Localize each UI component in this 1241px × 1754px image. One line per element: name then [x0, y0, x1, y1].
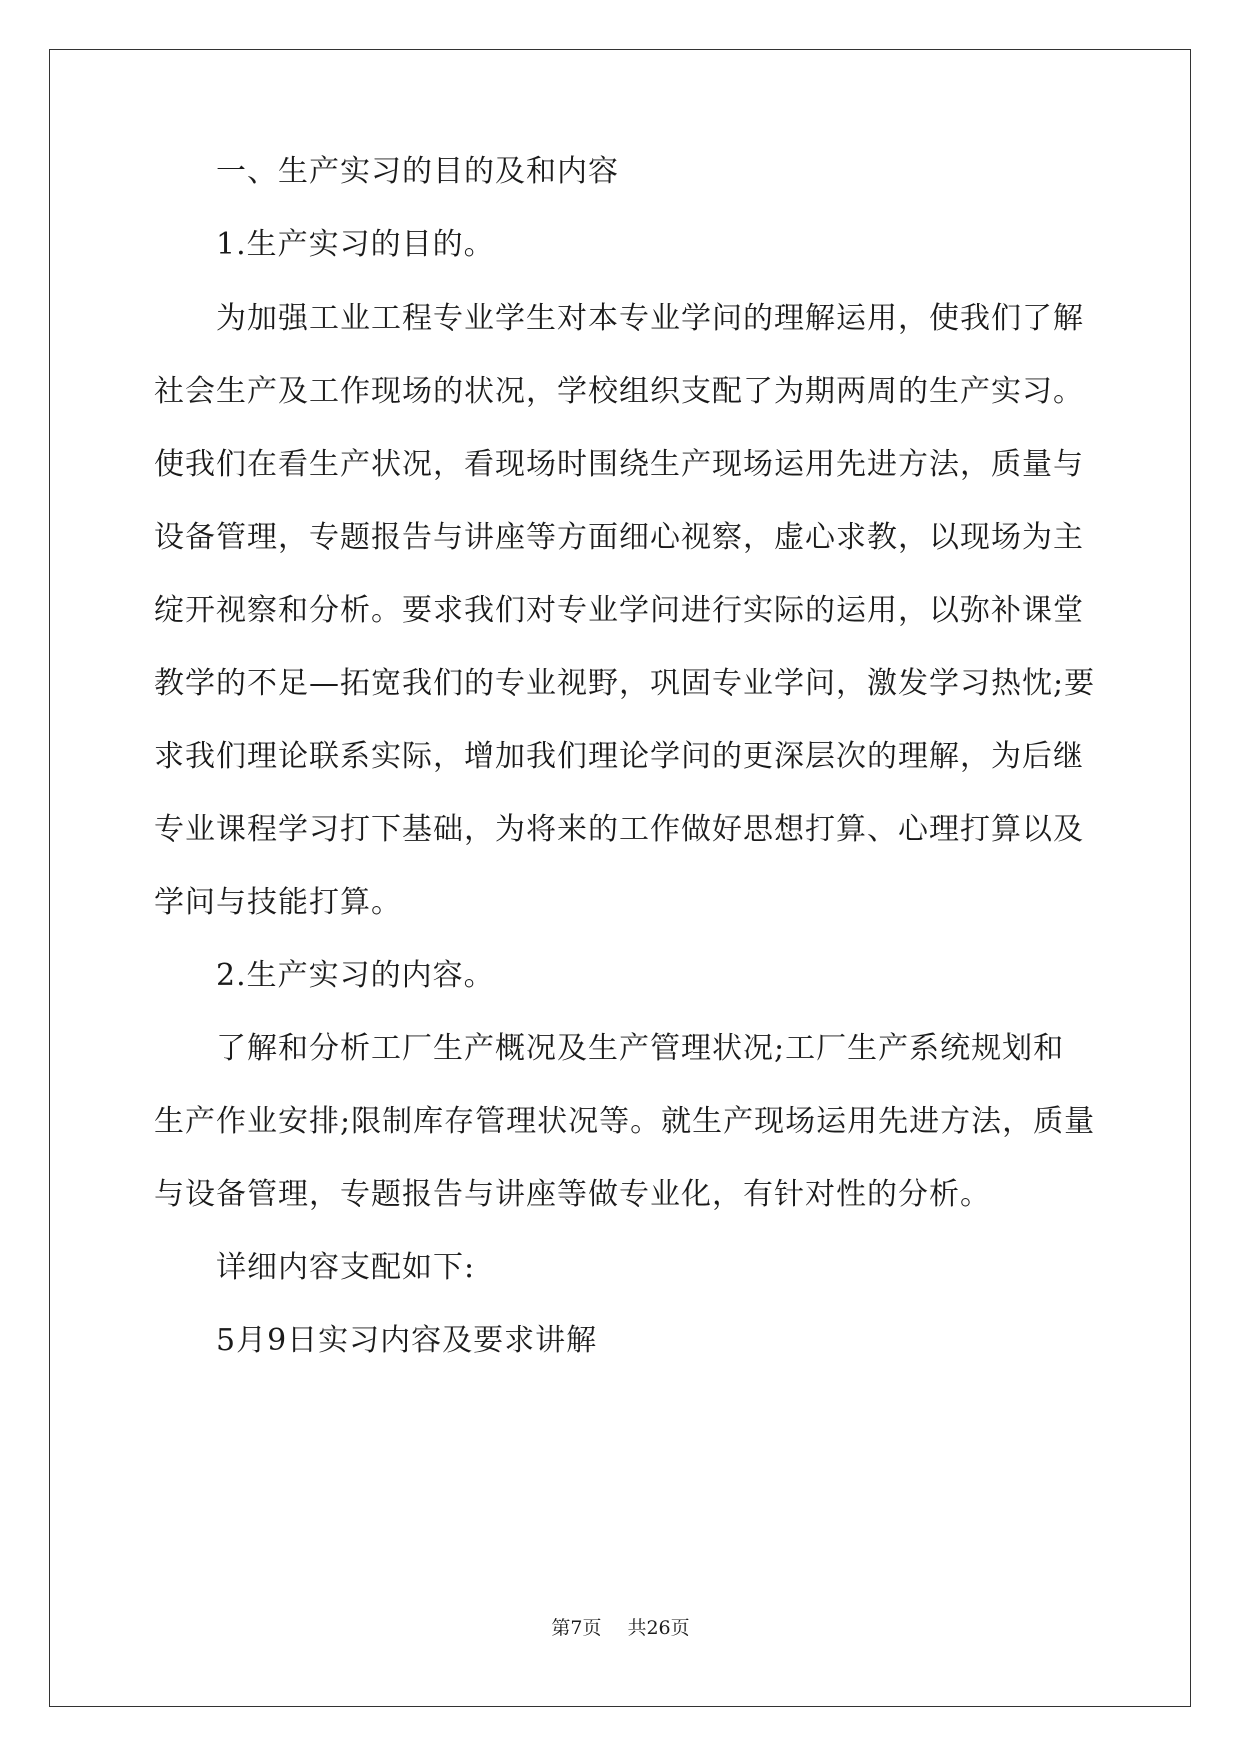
page-total: 共26页	[627, 1617, 690, 1639]
paragraph-line: 求我们理论联系实际，增加我们理论学问的更深层次的理解，为后继	[154, 739, 1084, 774]
subheading-purpose: 1.生产实习的目的。	[154, 227, 495, 262]
subheading-content: 2.生产实习的内容。	[154, 958, 495, 993]
page-border	[49, 49, 1191, 1707]
paragraph-line: 设备管理，专题报告与讲座等方面细心视察，虚心求教，以现场为主	[154, 520, 1084, 555]
page-footer	[0, 1616, 1241, 1640]
paragraph-line: 详细内容支配如下:	[154, 1250, 476, 1285]
page-number: 第7页	[551, 1617, 602, 1639]
paragraph-line: 社会生产及工作现场的状况，学校组织支配了为期两周的生产实习。	[154, 374, 1084, 409]
paragraph-line: 使我们在看生产状况，看现场时围绕生产现场运用先进方法，质量与	[154, 447, 1084, 482]
paragraph-line: 生产作业安排;限制库存管理状况等。就生产现场运用先进方法，质量	[154, 1104, 1096, 1139]
paragraph-line: 学问与技能打算。	[154, 885, 402, 920]
schedule-line: 5月9日实习内容及要求讲解	[154, 1323, 598, 1358]
section-heading: 一、生产实习的目的及和内容	[154, 154, 619, 189]
paragraph-line: 为加强工业工程专业学生对本专业学问的理解运用，使我们了解	[154, 301, 1084, 336]
paragraph-line: 了解和分析工厂生产概况及生产管理状况;工厂生产系统规划和	[154, 1031, 1065, 1066]
paragraph-line: 绽开视察和分析。要求我们对专业学问进行实际的运用，以弥补课堂	[154, 593, 1084, 628]
paragraph-line: 与设备管理，专题报告与讲座等做专业化，有针对性的分析。	[154, 1177, 991, 1212]
paragraph-line: 专业课程学习打下基础，为将来的工作做好思想打算、心理打算以及	[154, 812, 1084, 847]
paragraph-line: 教学的不足—拓宽我们的专业视野，巩固专业学问，激发学习热忱;要	[154, 666, 1096, 701]
